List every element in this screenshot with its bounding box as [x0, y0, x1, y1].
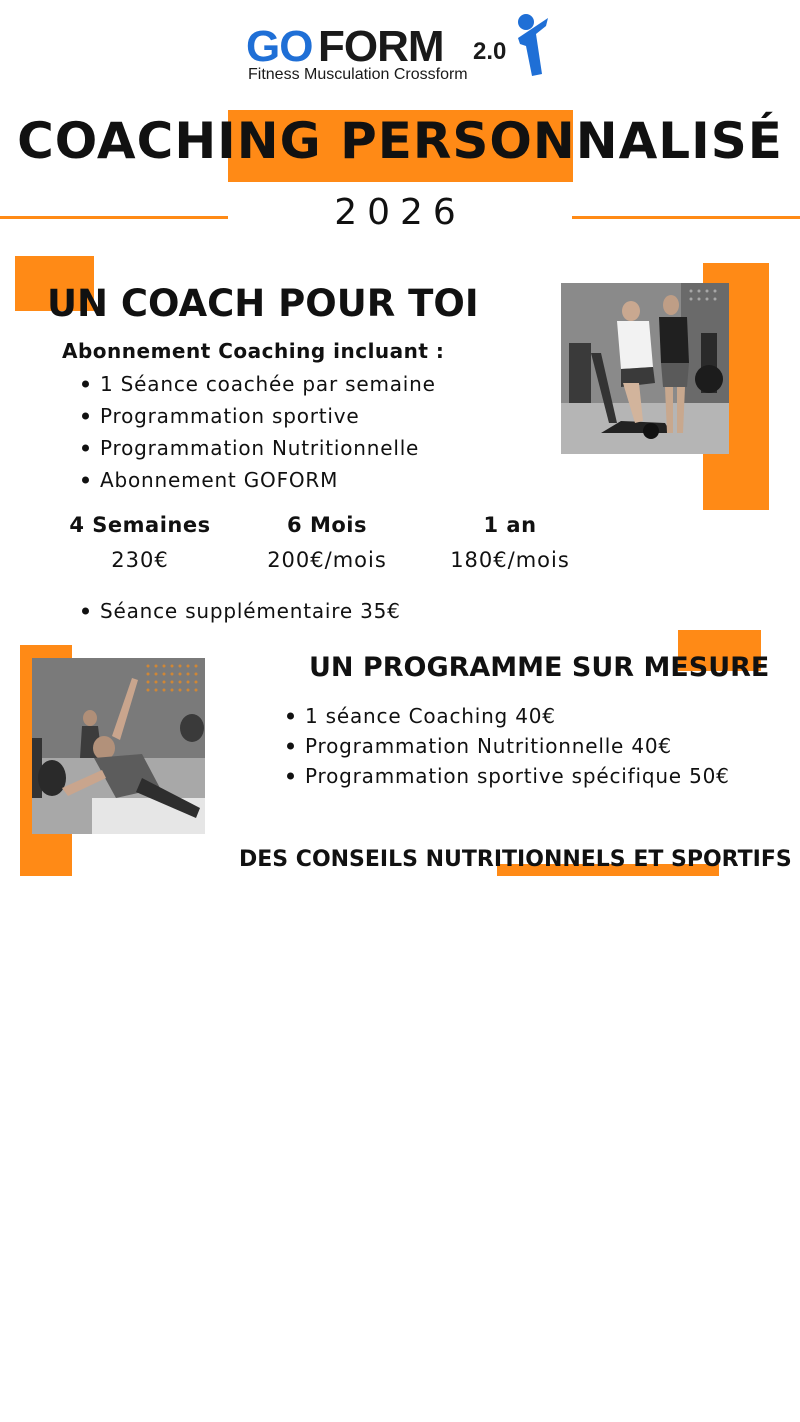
extra-session-list: [80, 596, 401, 626]
logo-form: FORM: [318, 22, 444, 71]
coach-items-list: [80, 368, 436, 496]
program-items-list: [285, 701, 730, 791]
list-item: Programmation sportive: [80, 400, 436, 432]
logo-version: 2.0: [473, 38, 507, 65]
plan-price-4-semaines: 230€: [111, 548, 169, 572]
coach-photo-illustration: [561, 283, 729, 454]
plan-price-1-an: 180€/mois: [450, 548, 570, 572]
coach-photo: [561, 283, 729, 454]
advice-heading: DES CONSEILS NUTRITIONNELS ET SPORTIFS: [239, 847, 792, 872]
logo-tagline: Fitness Musculation Crossform: [248, 66, 468, 83]
program-photo-illustration: [32, 658, 205, 834]
plan-name-6-mois: 6 Mois: [287, 513, 367, 537]
coach-subheading: Abonnement Coaching incluant :: [62, 339, 445, 363]
year: 2026: [334, 192, 466, 233]
list-item: Programmation sportive spécifique 50€: [285, 761, 730, 791]
list-item: 1 Séance coachée par semaine: [80, 368, 436, 400]
list-item: 1 séance Coaching 40€: [285, 701, 730, 731]
plan-name-1-an: 1 an: [483, 513, 537, 537]
program-photo: [32, 658, 205, 834]
list-item: Programmation Nutritionnelle 40€: [285, 731, 730, 761]
logo-go: GO: [246, 22, 313, 71]
list-item: Abonnement GOFORM: [80, 464, 436, 496]
page-title: COACHING PERSONNALISÉ: [17, 112, 783, 170]
list-item: Séance supplémentaire 35€: [80, 596, 401, 626]
list-item: Programmation Nutritionnelle: [80, 432, 436, 464]
plan-name-4-semaines: 4 Semaines: [69, 513, 211, 537]
coach-heading: UN COACH POUR TOI: [47, 282, 479, 325]
program-heading: UN PROGRAMME SUR MESURE: [309, 652, 770, 683]
plan-price-6-mois: 200€/mois: [267, 548, 387, 572]
running-figure-icon: [512, 12, 554, 80]
